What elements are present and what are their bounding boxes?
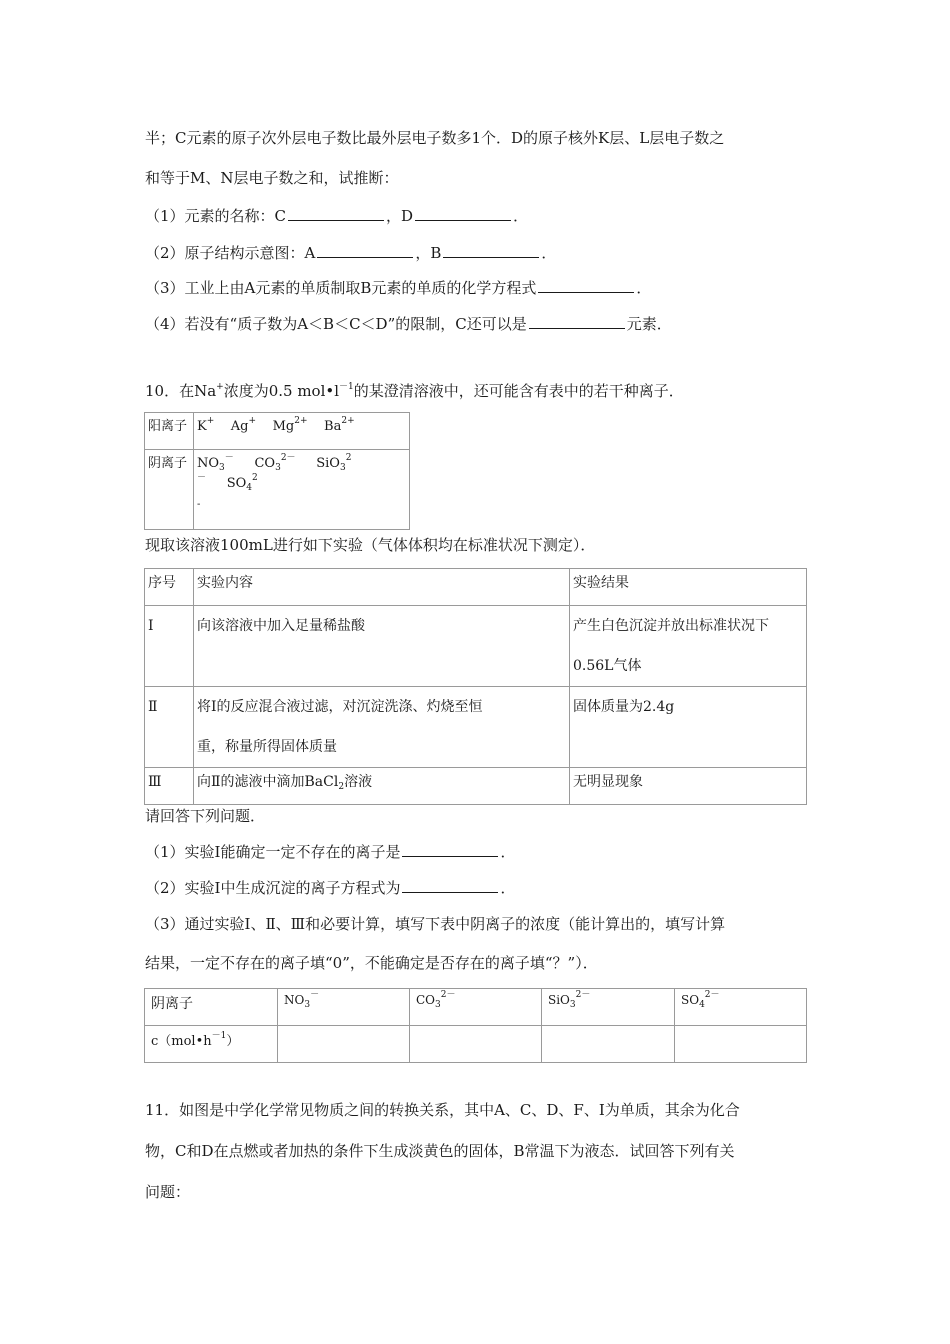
intro-line-1: 半；C元素的原子次外层电子数比最外层电子数多1个．D的原子核外K层、L层电子数之 [145, 129, 725, 147]
experiment-table [144, 568, 807, 805]
cation-label: 阳离子 [148, 419, 188, 434]
q10-setup: 现取该溶液100mL进行如下实验（气体体积均在标准状况下测定）． [145, 536, 596, 554]
intro-line-2: 和等于M、N层电子数之和，试推断： [145, 169, 399, 187]
row-id: Ⅲ [148, 774, 162, 790]
answer-blank[interactable] [402, 878, 498, 893]
q9-part-2: （2）原子结构示意图：A ，B ． [145, 244, 557, 262]
ion-no3: $NO_3^-$ [278, 989, 410, 1026]
answer-blank[interactable] [443, 243, 539, 258]
q10-ask: 请回答下列问题． [145, 807, 266, 825]
ion-table [144, 412, 410, 530]
row-id: Ⅱ [148, 699, 158, 715]
q9-part-1: （1）元素的名称：C ，D ． [145, 207, 529, 225]
row-content: 将Ⅰ的反应混合液过滤，对沉淀洗涤、灼烧至恒 重，称量所得固体质量 [197, 699, 483, 755]
q9-part-3: （3）工业上由A元素的单质制取B元素的单质的化学方程式 ． [145, 279, 652, 297]
cation-list: K+ Ag+ $Mg^{2+}$ $Ba^{2+}$ [197, 416, 355, 434]
answer-cell[interactable] [278, 1026, 410, 1063]
answer-cell[interactable] [675, 1026, 807, 1063]
answer-blank[interactable] [402, 842, 498, 857]
q11-line-3: 问题： [145, 1183, 191, 1201]
anion-list: $NO_3^-$ $CO_3^{2-}$ SiO$_3^{2-}$ $SO_4^2$ - [197, 453, 352, 510]
anion-label: 阴离子 [145, 989, 278, 1026]
q10-part-2: （2）实验Ⅰ中生成沉淀的离子方程式为 ． [145, 879, 516, 897]
anion-label: 阴离子 [148, 456, 188, 471]
row-content: 向该溶液中加入足量稀盐酸 [197, 618, 365, 634]
answer-blank[interactable] [538, 278, 634, 293]
row-content: 向Ⅱ的滤液中滴加BaCl$_2$溶液 [197, 774, 373, 792]
ion-co3: $CO_3^{2-}$ [410, 989, 542, 1026]
q10-part-3-line-1: （3）通过实验Ⅰ、Ⅱ、Ⅲ和必要计算，填写下表中阴离子的浓度（能计算出的，填写计算 [145, 915, 726, 933]
answer-cell[interactable] [542, 1026, 675, 1063]
ion-sio3: SiO$_3^{2-}$ [542, 989, 675, 1026]
header-result: 实验结果 [573, 575, 629, 591]
q11-line-2: 物，C和D在点燃或者加热的条件下生成淡黄色的固体，B常温下为液态．试回答下列有关 [145, 1142, 735, 1160]
q10-part-1: （1）实验Ⅰ能确定一定不存在的离子是 ． [145, 843, 516, 861]
answer-blank[interactable] [317, 243, 413, 258]
row-id: Ⅰ [148, 618, 154, 634]
q9-part-4: （4）若没有“质子数为A＜B＜C＜D”的限制，C还可以是 元素． [145, 315, 672, 333]
answer-blank[interactable] [288, 206, 384, 221]
answer-cell[interactable] [410, 1026, 542, 1063]
answer-blank[interactable] [415, 206, 511, 221]
q10-heading: 10．在Na+浓度为0.5 $mol•l^{-1}$的某澄清溶液中，还可能含有表中的若干种离子． [145, 382, 684, 400]
concentration-label: $c(mol•h^{-1})$ [145, 1026, 278, 1063]
answer-blank[interactable] [529, 314, 625, 329]
q11-line-1: 11．如图是中学化学常见物质之间的转换关系，其中A、C、D、F、I为单质，其余为化合 [145, 1101, 740, 1119]
q10-part-3-line-2: 结果，一定不存在的离子填“0”，不能确定是否存在的离子填“？”）． [145, 954, 598, 972]
row-result: 产生白色沉淀并放出标准状况下 0.56L气体 [573, 618, 769, 674]
header-content: 实验内容 [197, 575, 253, 591]
header-id: 序号 [148, 575, 176, 591]
concentration-table [144, 988, 807, 1063]
row-result: 固体质量为2.4g [573, 699, 675, 715]
ion-so4: $SO_4^{2-}$ [675, 989, 807, 1026]
row-result: 无明显现象 [573, 774, 643, 790]
